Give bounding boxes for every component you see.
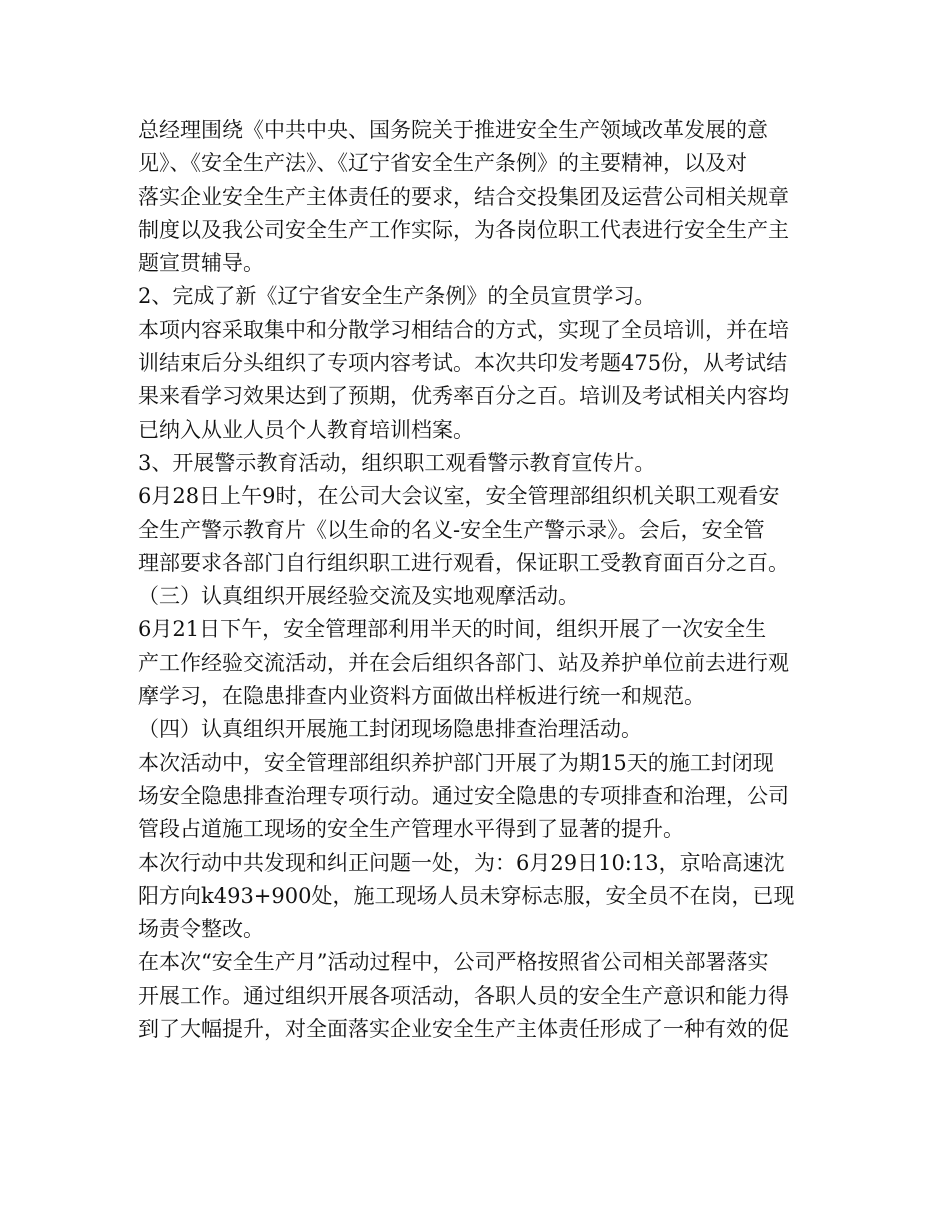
text-line: 果来看学习效果达到了预期，优秀率百分之百。培训及考试相关内容均 — [138, 384, 789, 409]
text-line: 理部要求各部门自行组织职工进行观看，保证职工受教育面百分之百。 — [138, 550, 789, 575]
text-line: 开展工作。通过组织开展各项活动，各职人员的安全生产意识和能力得 — [138, 983, 789, 1008]
text-line: 摩学习，在隐患排查内业资料方面做出样板进行统一和规范。 — [138, 684, 705, 709]
text-line: 已纳入从业人员个人教育培训档案。 — [138, 417, 474, 442]
text-line: 场责令整改。 — [138, 917, 264, 942]
text-line: 本次行动中共发现和纠正问题一处，为：6月29日10:13，京哈高速沈 — [138, 850, 785, 875]
text-line: 6月21日下午，安全管理部利用半天的时间，组织开展了一次安全生 — [138, 617, 767, 642]
text-line: 到了大幅提升，对全面落实企业安全生产主体责任形成了一种有效的促 — [138, 1017, 789, 1042]
text-line: 落实企业安全生产主体责任的要求，结合交投集团及运营公司相关规章 — [138, 184, 789, 209]
section-heading: （四）认真组织开展施工封闭现场隐患排查治理活动。 — [138, 717, 642, 742]
text-line: 产工作经验交流活动，并在会后组织各部门、站及养护单位前去进行观 — [138, 650, 789, 675]
text-line: 训结束后分头组织了专项内容考试。本次共印发考题475份，从考试结 — [138, 351, 788, 376]
text-line: 阳方向k493+900处，施工现场人员未穿标志服，安全员不在岗，已现 — [138, 883, 795, 908]
section-heading: （三）认真组织开展经验交流及实地观摩活动。 — [138, 584, 579, 609]
text-line: 题宣贯辅导。 — [138, 251, 264, 276]
section-heading: 3、开展警示教育活动，组织职工观看警示教育宣传片。 — [138, 450, 656, 475]
text-line: 6月28日上午9时，在公司大会议室，安全管理部组织机关职工观看安 — [138, 484, 780, 509]
text-line: 制度以及我公司安全生产工作实际，为各岗位职工代表进行安全生产主 — [138, 217, 789, 242]
text-line: 本项内容采取集中和分散学习相结合的方式，实现了全员培训，并在培 — [138, 317, 789, 342]
text-line: 本次活动中，安全管理部组织养护部门开展了为期15天的施工封闭现 — [138, 750, 774, 775]
text-line: 管段占道施工现场的安全生产管理水平得到了显著的提升。 — [138, 817, 684, 842]
text-line: 总经理围绕《中共中央、国务院关于推进安全生产领域改革发展的意 — [138, 118, 768, 142]
document-body — [138, 114, 818, 1046]
text-line: 全生产警示教育片《以生命的名义-安全生产警示录》。会后，安全管 — [138, 517, 765, 542]
section-heading: 2、完成了新《辽宁省安全生产条例》的全员宣贯学习。 — [138, 284, 656, 309]
text-line: 见》、《安全生产法》、《辽宁省安全生产条例》的主要精神，以及对 — [138, 151, 747, 176]
text-line: 在本次“安全生产月”活动过程中，公司严格按照省公司相关部署落实 — [138, 950, 769, 975]
text-line: 场安全隐患排查治理专项行动。通过安全隐患的专项排查和治理，公司 — [138, 783, 789, 808]
